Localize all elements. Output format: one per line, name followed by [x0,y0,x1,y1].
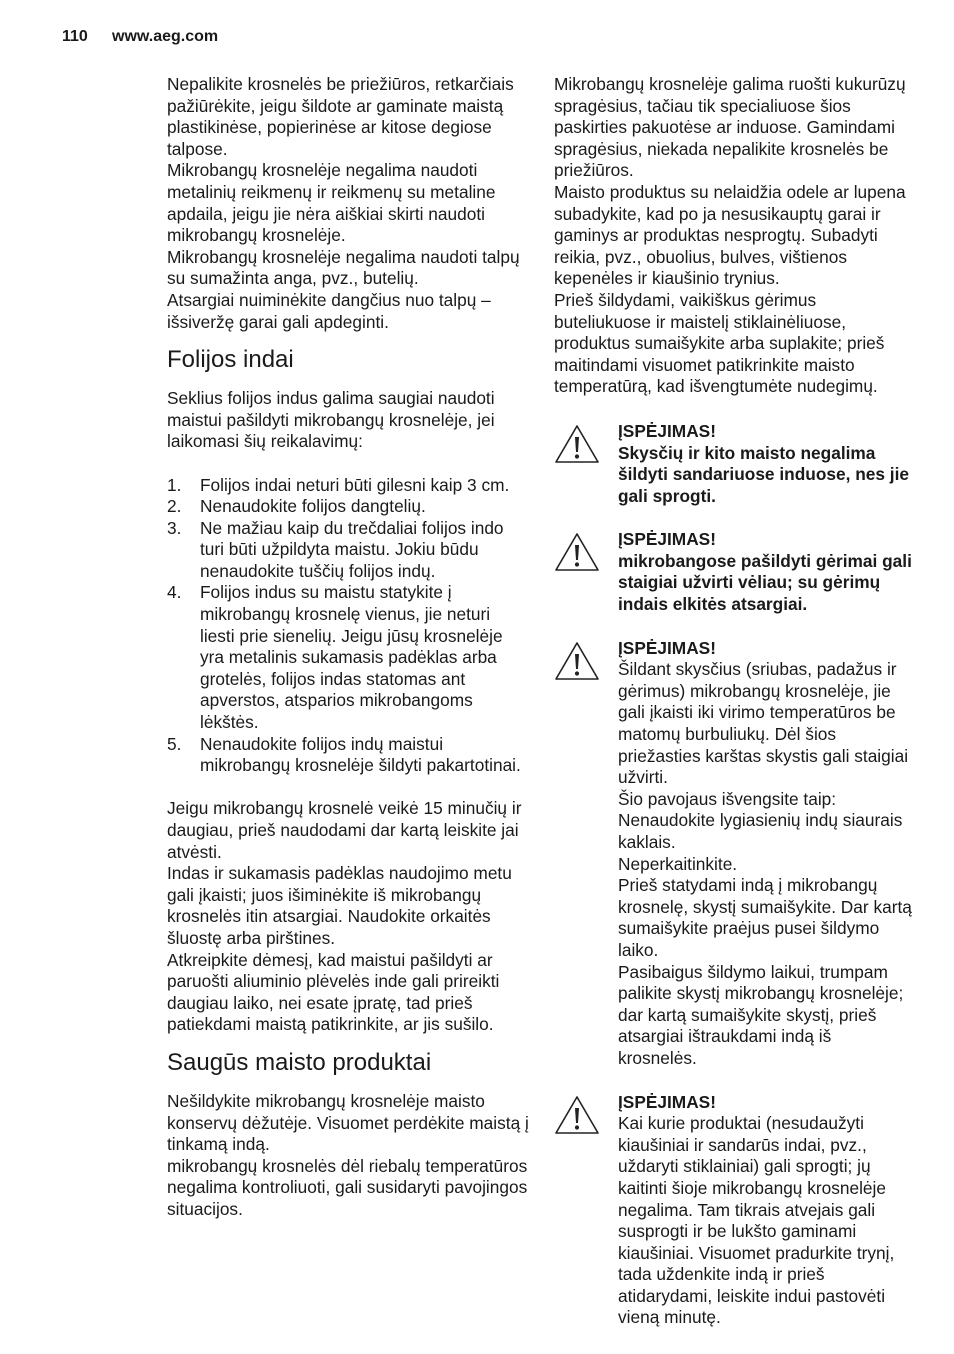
warning-triangle-icon [554,1094,600,1136]
foil-note-paragraph: Jeigu mikrobangų krosnelė veikė 15 minučių ir daugiau, prieš naudodami dar kartą leiskite jai atvėsti. [167,798,522,862]
body-paragraph: Maisto produktus su nelaidžia odele ar lupena subadykite, kad po ja nesusikauptų garai ir gaminys ar produktas nesprogtų. Subadyti reikia, pvz., obuolius, bulves, vištienos kepenėles ir kiaušinio trynius. [554,181,906,289]
warning-body [618,443,914,508]
warning-title: ĮSPĖJIMAS! [618,420,716,441]
intro-paragraph: Mikrobangų krosnelėje negalima naudoti talpų su sumažinta anga, pvz., butelių. [167,246,520,289]
warning-text: Nenaudokite lygiasienių indų siaurais kaklais. [618,810,903,852]
warning-body [618,551,914,616]
foil-requirements-list [167,475,529,777]
warning-text: mikrobangose pašildyti gėrimai gali staigiai užvirti vėliau; su gėrimų indais elkitės atsargiai. [618,550,912,615]
foil-intro: Seklius folijos indus galima saugiai naudoti maistui pašildyti mikrobangų krosnelėje, jei laikomasi šių reikalavimų: [167,388,495,452]
page-number: 110 [62,28,88,45]
warning-text: Šio pavojaus išvengsite taip: [618,788,837,809]
warning-title: ĮSPĖJIMAS! [618,529,716,550]
warning-text: Prieš statydami indą į mikrobangų krosnelę, skystį sumaišykite. Dar kartą sumaišykite praėjus pusei šildymo laiko. [618,875,912,960]
warning-text: Skysčių ir kito maisto negalima šildyti sandariuose induose, nes jie gali sprogti. [618,442,909,506]
safe-food-paragraph: Nešildykite mikrobangų krosnelėje maisto konservų dėžutėje. Visuomet perdėkite maistą į tinkamą indą. [167,1090,529,1155]
list-text: Folijos indus su maistu statykite į mikrobangų krosnelę vienus, jie neturi liesti prie sienelių. Jeigu jūsų krosnelėje yra metalinis sukamasis padėklas arba grotelės, folijos indas statomas ant apverstos, atsparios mikrobangoms lėkštės. [200,582,503,733]
warning-title: ĮSPĖJIMAS! [618,1091,716,1112]
body-paragraph: Prieš šildydami, vaikiškus gėrimus buteliukuose ir maistelį stiklainėliuose, produktus sumaišykite arba suplakite; prieš maitindami visuomet patikrinkite maisto temperatūrą, kad išvengtumėte nudegimų. [554,289,885,397]
foil-note-paragraph: Indas ir sukamasis padėklas naudojimo metu gali įkaisti; juos išiminėkite iš mikrobangų krosnelės itin atsargiai. Naudokite orkaitės šluostę arba pirštines. [167,863,512,948]
list-text: Nenaudokite folijos dangtelių. [200,496,426,517]
safe-food-paragraph: mikrobangų krosnelės dėl riebalų temperatūros negalima kontroliuoti, gali susidaryti pavojingos situacijos. [167,1155,528,1219]
warning-block [554,421,914,507]
list-number: 2. [167,496,182,517]
left-column [167,74,529,1221]
intro-paragraph: Atsargiai nuiminėkite dangčius nuo talpų – išsiveržę garai gali apdeginti. [167,289,491,332]
warning-text: Kai kurie produktai (nesudaužyti kiaušiniai ir sandarūs indai, pvz., uždaryti stiklainiai) gali sprogti; jų kaitinti šioje mikrobangų krosnelėje negalima. Tam tikrais atvejais gali susprogti ir be lukšto gaminami kiaušiniai. Visuomet pradurkite trynį, tada uždenkite indą ir prieš atidarydami, leiskite indui pastovėti vieną minutę. [618,1113,895,1328]
list-text: Folijos indai neturi būti gilesni kaip 3 cm. [200,474,510,495]
list-number: 5. [167,733,182,754]
list-text: Ne mažiau kaip du trečdaliai folijos indo turi būti užpildyta maistu. Jokiu būdu nenaudokite tuščių folijos indų. [200,517,504,581]
warning-text: Šildant skysčius (sriubas, padažus ir gėrimus) mikrobangų krosnelėje, jie gali įkaisti iki virimo temperatūros be matomų burbuliukų. Dėl šios priežasties karštas skystis gali staigiai užvirti. [618,659,909,788]
list-item [167,582,529,733]
warning-body [618,1113,914,1329]
warning-block [554,529,914,615]
list-item [167,496,529,518]
warning-text: Pasibaigus šildymo laikui, trumpam palikite skystį mikrobangų krosnelėje; dar kartą sumaišykite skystį, prieš atsargiai ištraukdami indą iš krosnelės. [618,961,904,1068]
list-item [167,475,529,497]
page-header [62,28,218,46]
list-item [167,734,529,777]
intro-paragraph: Nepalikite krosnelės be priežiūros, retkarčiais pažiūrėkite, jeigu šildote ar gaminate maistą plastikinėse, popierinėse ar kitose degiose talpose. [167,74,514,159]
intro-paragraph: Mikrobangų krosnelėje negalima naudoti metalinių reikmenų ir reikmenų su metaline apdaila, jeigu jie nėra aiškiai skirti naudoti mikrobangų krosnelėje. [167,160,496,246]
warning-triangle-icon [554,531,600,573]
right-column [554,74,914,1329]
list-number: 1. [167,474,182,495]
foil-note-paragraph: Atkreipkite dėmesį, kad maistui pašildyti ar paruošti aliuminio plėvelės inde gali prireikti daugiau laiko, nei esate įpratę, tad prieš patiekdami maistą patikrinkite, ar jis sušilo. [167,949,500,1035]
warning-block [554,1092,914,1330]
safe-food-section-heading: Saugūs maisto produktai [167,1048,432,1076]
warning-title: ĮSPĖJIMAS! [618,637,716,658]
foil-section-heading: Folijos indai [167,346,294,374]
body-paragraph: Mikrobangų krosnelėje galima ruošti kukurūzų spragėsius, tačiau tik specialiuose šios paskirties pakuotėse ar induose. Gamindami spragėsius, niekada nepalikite krosnelės be priežiūros. [554,74,906,181]
warning-block [554,638,914,1070]
website-url: www.aeg.com [112,28,219,45]
warning-triangle-icon [554,423,600,465]
warning-body [618,659,914,1069]
list-number: 4. [167,582,182,603]
warning-triangle-icon [554,640,600,682]
warning-text: Neperkaitinkite. [618,853,738,874]
list-number: 3. [167,517,182,538]
list-text: Nenaudokite folijos indų maistui mikrobangų krosnelėje šildyti pakartotinai. [200,733,521,776]
warnings-list [554,421,914,1329]
list-item [167,518,529,583]
